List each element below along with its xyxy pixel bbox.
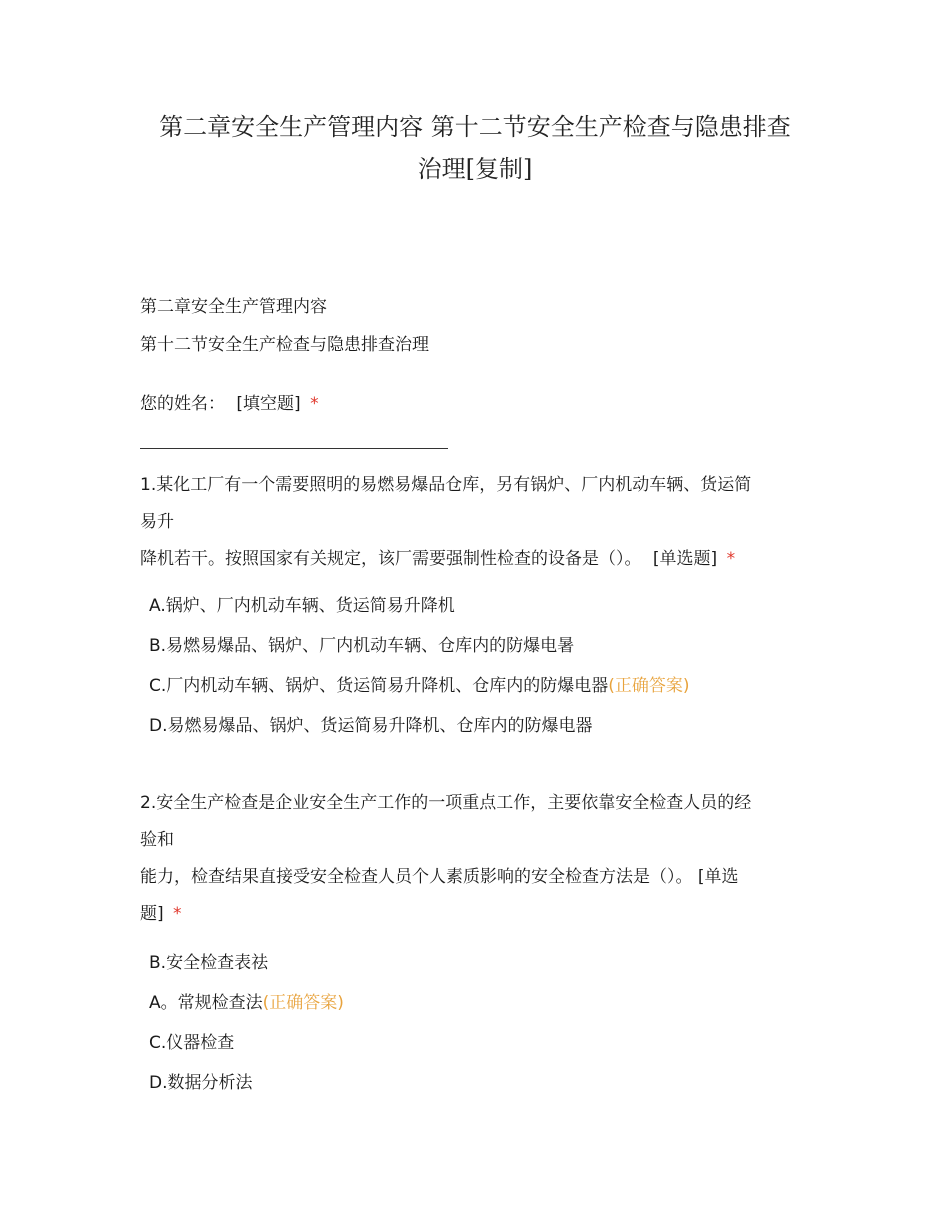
question-1-text-line-3 [140,541,810,578]
question-1-option-a[interactable] [149,586,809,626]
question-1-type: [单选题] [652,549,718,569]
question-1-text-end: 降机若干。按照国家有关规定，该厂需要强制性检查的设备是（）。 [140,549,642,569]
required-mark: * [310,394,319,414]
question-2-text-end: 题] [140,904,164,924]
question-1-text-line-2: 易升 [140,512,174,532]
question-1-option-b[interactable] [149,626,809,666]
question-2 [140,785,810,933]
page-title-line-2: 治理[复制] [417,155,533,183]
option-label: B.易燃易爆品、锅炉、厂内机动车辆、仓库内的防爆电暑 [149,636,575,656]
option-label: A.锅炉、厂内机动车辆、货运简易升降机 [149,596,455,616]
question-2-text-line-4 [140,896,810,933]
option-label: D.易燃易爆品、锅炉、货运简易升降机、仓库内的防爆电器 [149,716,593,736]
question-1-option-c[interactable] [149,666,809,706]
correct-answer-note: (正确答案) [262,993,344,1013]
question-2-text-line-1: 2.安全生产检查是企业安全生产工作的一项重点工作，主要依靠安全检查人员的经 [140,793,752,813]
correct-answer-note: (正确答案) [608,676,690,696]
option-label: C.厂内机动车辆、锅炉、货运简易升降机、仓库内的防爆电器 [149,676,609,696]
question-2-option-d[interactable] [149,1063,809,1103]
question-2-option-a[interactable] [149,983,809,1023]
option-label: C.仪器检查 [149,1033,235,1053]
name-question [140,385,810,423]
section-heading [140,288,810,364]
question-2-required-mark: * [173,904,182,924]
question-2-options [149,943,809,1103]
question-2-option-c[interactable] [149,1023,809,1063]
page-title [140,106,810,190]
section-subheading: 第十二节安全生产检查与隐患排查治理 [140,335,429,355]
name-question-type: [填空题] [236,394,301,414]
name-question-label: 您的姓名： [140,394,225,414]
question-1-options [149,586,809,746]
page-title-line-1: 第二章安全生产管理内容 第十二节安全生产检查与隐患排查 [159,113,791,141]
question-1-option-d[interactable] [149,706,809,746]
option-label: A。常规检查法 [149,993,263,1013]
option-label: D.数据分析法 [149,1073,253,1093]
question-1 [140,467,810,578]
question-1-text-line-1: 1.某化工厂有一个需要照明的易燃易爆品仓库，另有锅炉、厂内机动车辆、货运简 [140,475,752,495]
question-1-required-mark: * [726,549,736,569]
question-2-text-line-2: 验和 [140,830,174,850]
chapter-heading: 第二章安全生产管理内容 [140,297,327,317]
question-2-text-line-3: 能力，检查结果直接受安全检查人员个人素质影响的安全检查方法是（）。 [单选 [140,867,739,887]
name-input-line[interactable] [140,448,448,449]
option-label: B.安全检查表祛 [149,953,269,973]
question-2-option-b[interactable] [149,943,809,983]
